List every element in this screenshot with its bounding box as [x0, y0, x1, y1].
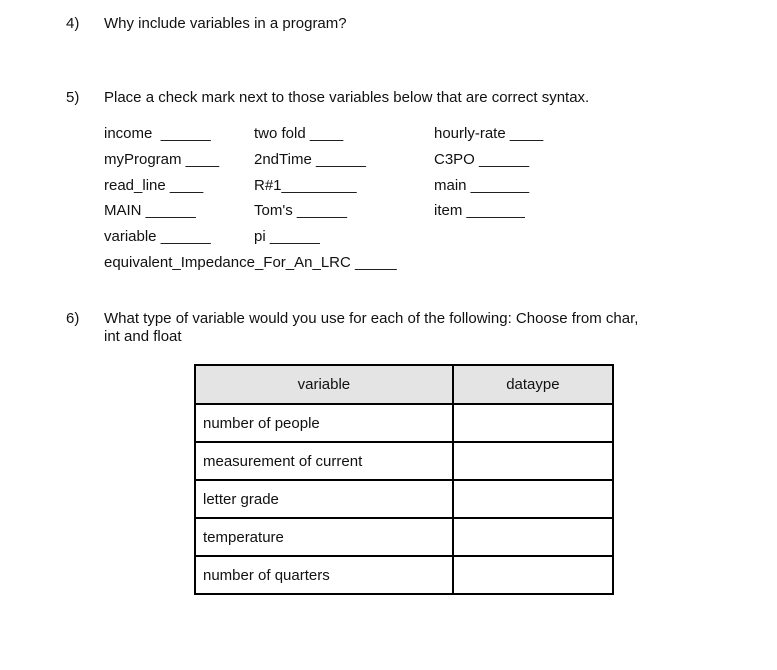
cell-datatype-input[interactable] [453, 556, 613, 594]
syntax-item-r1[interactable]: R#1_________ [254, 177, 357, 194]
syntax-item-toms[interactable]: Tom's ______ [254, 202, 347, 219]
cell-variable: number of quarters [195, 556, 453, 594]
syntax-item-item[interactable]: item _______ [434, 202, 525, 219]
cell-datatype-input[interactable] [453, 404, 613, 442]
syntax-item-hourly-rate[interactable]: hourly-rate ____ [434, 125, 544, 142]
syntax-item-pi[interactable]: pi ______ [254, 228, 320, 245]
table-row [195, 404, 613, 442]
syntax-item-two-fold[interactable]: two fold ____ [254, 125, 344, 142]
table-row [195, 518, 613, 556]
question-6-text-line1: What type of variable would you use for each of the following: Choose from char, [104, 310, 639, 327]
syntax-item-main[interactable]: main _______ [434, 177, 530, 194]
cell-datatype-input[interactable] [453, 480, 613, 518]
cell-variable: number of people [195, 404, 453, 442]
syntax-item-equivalent-impedance[interactable]: equivalent_Impedance_For_An_LRC _____ [104, 254, 397, 271]
syntax-item-main-upper[interactable]: MAIN ______ [104, 202, 196, 219]
cell-variable: measurement of current [195, 442, 453, 480]
table-row [195, 442, 613, 480]
cell-variable: temperature [195, 518, 453, 556]
table-header-row [195, 365, 613, 404]
cell-variable: letter grade [195, 480, 453, 518]
question-5-text: Place a check mark next to those variables below that are correct syntax. [104, 89, 590, 106]
question-5-number: 5) [66, 89, 80, 106]
header-datatype: dataype [453, 365, 613, 404]
syntax-item-variable[interactable]: variable ______ [104, 228, 211, 245]
syntax-item-myprogram[interactable]: myProgram ____ [104, 151, 220, 168]
syntax-item-c3po[interactable]: C3PO ______ [434, 151, 530, 168]
table-row [195, 556, 613, 594]
question-4-number: 4) [66, 15, 80, 32]
question-6-number: 6) [66, 310, 80, 327]
question-6-text-line2: int and float [104, 328, 182, 345]
syntax-item-read-line[interactable]: read_line ____ [104, 177, 204, 194]
cell-datatype-input[interactable] [453, 518, 613, 556]
syntax-item-2ndtime[interactable]: 2ndTime ______ [254, 151, 367, 168]
syntax-item-income[interactable]: income ______ [104, 125, 211, 142]
question-4-text: Why include variables in a program? [104, 15, 347, 32]
cell-datatype-input[interactable] [453, 442, 613, 480]
table-row [195, 480, 613, 518]
header-variable: variable [195, 365, 453, 404]
variable-type-table [194, 364, 614, 595]
